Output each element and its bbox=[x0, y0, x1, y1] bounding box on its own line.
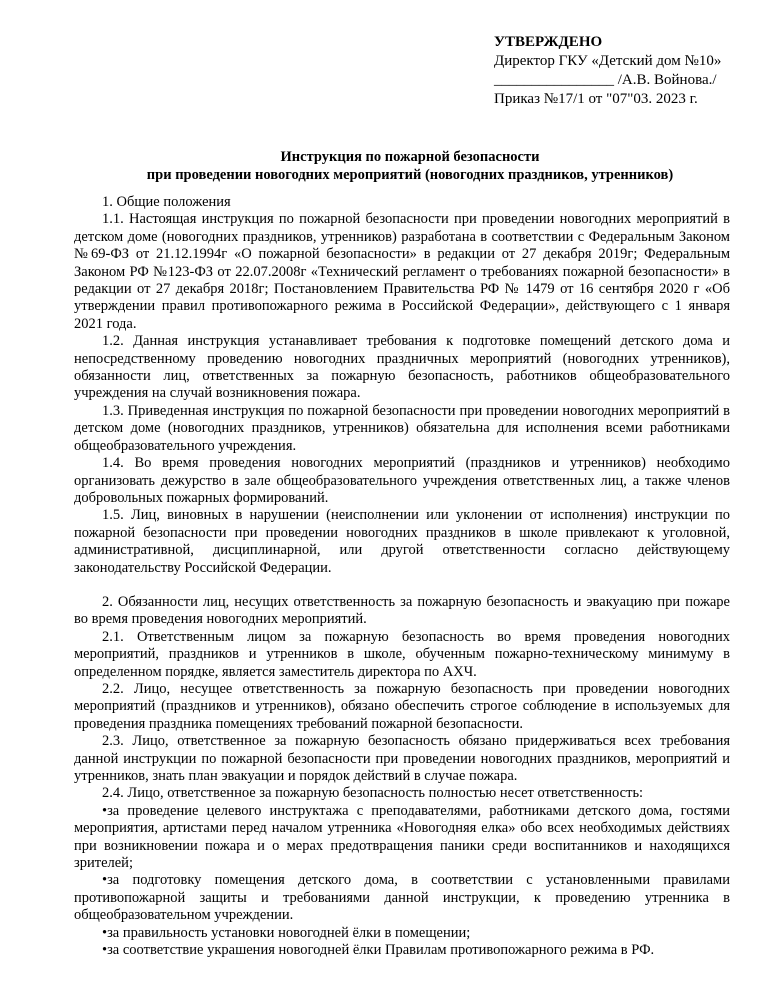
approval-order: Приказ №17/1 от "07"03. 2023 г. bbox=[494, 91, 698, 107]
paragraph-1-5: 1.5. Лиц, виновных в нарушении (неисполнении или уклонении от исполнения) инструкции по пожарной безопасности при проведении новогодних праздников в школе привлекают к уголовной, административной, дисциплинарной, или другой ответственности согласно действующему законодательству Российской Федерации. bbox=[74, 507, 730, 576]
paragraph-1-4: 1.4. Во время проведения новогодних мероприятий (праздников и утренников) необходимо организовать дежурство в зале общеобразовательного учреждения ответственных лиц, а также членов добровольных пожарных формирований. bbox=[74, 455, 730, 506]
bullet-tree-decoration: •за соответствие украшения новогодней ёлки Правилам противопожарного режима в РФ. bbox=[102, 942, 655, 959]
paragraph-2-1: 2.1. Ответственным лицом за пожарную безопасность во время проведения новогодних мероприятий, праздников и утренников в школе, обученным пожарно-техническому минимуму в определенном порядке, является заместитель директора по АХЧ. bbox=[74, 628, 730, 680]
section-heading-general: 1. Общие положения bbox=[102, 194, 231, 210]
paragraph-1-2: 1.2. Данная инструкция устанавливает требования к подготовке помещений детского дома и непосредственному проведению новогодних праздничных мероприятий (новогодних утренников), обязанности лиц, ответственных за пожарную безопасность, работников общеобразовательного учреждения на случай возникновения пожара. bbox=[74, 333, 730, 402]
paragraph-2-2: 2.2. Лицо, несущее ответственность за пожарную безопасность при проведении новогодних мероприятий (праздников и утренников), обязано обеспечить строгое соблюдение в используемых для проведения праздника помещениях требований пожарной безопасности. bbox=[74, 680, 730, 732]
approval-signature: ________________ /А.В. Войнова./ bbox=[494, 72, 717, 88]
bullet-tree-installation: •за правильность установки новогодней ёлки в помещении; bbox=[102, 924, 471, 941]
document-title bbox=[60, 148, 760, 184]
document-body bbox=[74, 194, 730, 959]
section-heading-duties: 2. Обязанности лиц, несущих ответственность за пожарную безопасность и эвакуацию при пожаре во время проведения новогодних мероприятий. bbox=[74, 593, 730, 628]
bullet-briefing: •за проведение целевого инструктажа с преподавателями, работниками детского дома, гостями мероприятия, артистами перед началом утренника «Новогодняя елка» обо всех необходимых действиях при возникновении пожара и о мерах предотвращения паники среди воспитанников и находящихся зрителей; bbox=[74, 802, 730, 872]
approval-block bbox=[494, 33, 754, 109]
approval-director: Директор ГКУ «Детский дом №10» bbox=[494, 53, 722, 69]
paragraph-1-3: 1.3. Приведенная инструкция по пожарной безопасности при проведении новогодних мероприятий в детском доме (новогодних праздников, утренников) обязательна для исполнения всеми работниками общеобразовательного учреждения. bbox=[74, 402, 730, 454]
bullet-room-preparation: •за подготовку помещения детского дома, в соответствии с установленными правилами противопожарной защиты и требованиями данной инструкции, к проведению утренника в общеобразовательном учреждении. bbox=[74, 872, 730, 924]
approval-title: УТВЕРЖДЕНО bbox=[494, 34, 603, 50]
paragraph-1-1: 1.1. Настоящая инструкция по пожарной безопасности при проведении новогодних мероприятий в детском доме (новогодних праздников, утренников) разработана в соответствии с Федеральным Законом №69-ФЗ от 21.12.1994г «О пожарной безопасности» в редакции от 27 декабря 2019г; Федеральным Законом РФ №123-ФЗ от 22.07.2008г «Технический регламент о требованиях пожарной безопасности» в редакции от 27 декабря 2018г; Постановлением Правительства РФ № 1479 от 16 сентября 2020 г «Об утверждении правил противопожарного режима в Российской Федерации», действующего с 1 января 2021 года. bbox=[74, 211, 730, 332]
paragraph-2-4: 2.4. Лицо, ответственное за пожарную безопасность полностью несет ответственность: bbox=[102, 785, 644, 802]
document-title-line-1: Инструкция по пожарной безопасности bbox=[280, 149, 540, 165]
document-title-line-2: при проведении новогодних мероприятий (новогодних праздников, утренников) bbox=[146, 167, 674, 183]
paragraph-2-3: 2.3. Лицо, ответственное за пожарную безопасность обязано придерживаться всех требования данной инструкции по пожарной безопасности при проведении новогодних праздников, мероприятий и утренников, знать план эвакуации и порядок действий в случае пожара. bbox=[74, 733, 730, 784]
